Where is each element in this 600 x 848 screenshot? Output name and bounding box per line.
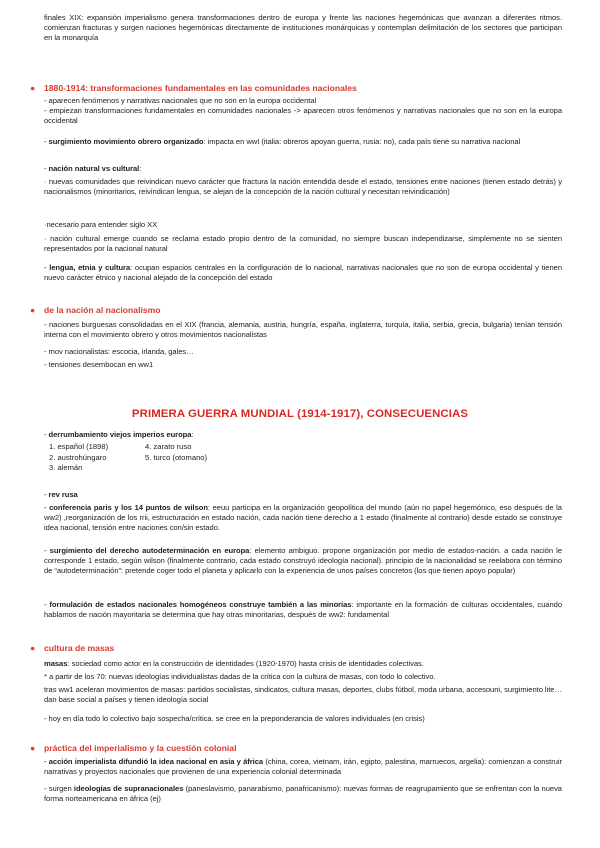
section-heading-cultura-masas (30, 643, 560, 654)
section-heading-imperialismo (30, 743, 560, 754)
sec3-line-2: * a partir de los 70: nuevas ideologías individualistas dadas de la crítica con la cultura de masas, con todo lo colectivo. (44, 672, 436, 681)
sec4-line-1: - acción imperialista difundió la idea nacional en asia y áfrica (china, corea, vietnam, irán, egipto, palestina, marruecos, argelia): comienzan a construir narrativas y proyectos nacionales que provienen de una experiencia colonial determinada (44, 757, 563, 777)
line-text: : ocupan espacios centrales en la configuración de lo nacional, narrativas nacionales que no son de europa occidental y tienen nuevo carácter étnico y nacional alejado de la concepción del estado (44, 263, 562, 283)
section-title: cultura de masas (44, 643, 115, 653)
empire-item: 4. zarato ruso (145, 442, 192, 451)
empire-item: 5. turco (otomano) (145, 452, 208, 462)
bold-term: ideologías de supranacionales (73, 784, 184, 793)
bold-term: derrumbamiento viejos imperios europa (48, 430, 192, 439)
section-heading-1880-1914 (30, 83, 560, 94)
list-item (49, 453, 207, 464)
bullet-icon: ● (30, 83, 36, 93)
bullet-icon: ● (30, 643, 36, 653)
line-text: - surgen (44, 784, 74, 793)
sec4-line-2 (44, 784, 562, 804)
wwi-line-1: - derrumbamiento viejos imperios europa: (44, 430, 194, 439)
bold-term: acción imperialista difundió la idea nacional en asia y áfrica (48, 757, 264, 766)
wwi-line-2: - rev rusa (44, 490, 78, 499)
line-text: : (191, 430, 194, 439)
line-text: : (139, 164, 142, 173)
bullet-icon: ● (30, 743, 36, 753)
sec1-line-3: - surgimiento movimiento obrero organizado: impacta en wwI (italia: obreros apoyan guerra, rusia: no), cada país tiene su narrativa nacional (44, 137, 521, 146)
empires-list (49, 442, 207, 474)
line-text: (paneslavismo, panarabismo, panafricanismo): nuevas formas de reagrupamiento que se enfrentan con la nueva forma norteamericana en áfrica (ej) (44, 784, 562, 804)
sec2-line-2: - mov nacionalistas: escocia, irlanda, gales… (44, 347, 194, 356)
bold-term: nación natural vs cultural (48, 164, 140, 173)
section-title: 1880-1914: transformaciones fundamentales en las comunidades nacionales (44, 83, 357, 93)
sec1-line-1: - aparecen fenómenos y narrativas nacionales que no son en la europa occidental (44, 96, 317, 105)
sec1-line-2: - empiezan transformaciones fundamentales en comunidades nacionales -> aparecen otros fenómenos y narrativas nacionales que no son en la europa occidental (44, 106, 562, 126)
bullet-icon: ● (30, 305, 36, 315)
wwi-line-4: - surgimiento del derecho autodeterminación en europa: elemento ambiguo. propone organización por medio de estados-nación. a cada nación le corresponde 1 estado, según wilson (finalmente contrario, cada estado construyó ideología nacional). principio de la nacionalidad se reelabora con término de “autodeterminación”: pretende coger todo el planeta y aplicarlo con la experiencia de unos países concretos (los que tienen apoyo popular) (44, 546, 562, 576)
sec3-line-1 (44, 659, 562, 669)
bold-term: lengua, etnia y cultura (49, 263, 131, 272)
line-text: (china, corea, vietnam, irán, egipto, palestina, marruecos, argelia): comienzan a construir narrativas y proyectos nacionales que provienen de una experiencia colonial determinada (44, 757, 563, 777)
sec1-line-4: - nación natural vs cultural: (44, 164, 142, 173)
empire-item: 3. alemán (49, 463, 83, 473)
list-item (49, 442, 207, 453)
bold-term: formulación de estados nacionales homogéneos construye también a las minorías (49, 600, 352, 609)
line-text: : sociedad como actor en la construcción de identidades (1920-1970) hasta crisis de identidades colectivas. (67, 659, 424, 668)
section-heading-nacion-nacionalismo (30, 305, 560, 316)
list-item (49, 463, 207, 474)
section-title: práctica del imperialismo y la cuestión colonial (44, 743, 237, 753)
sec2-line-3: - tensiones desembocan en ww1 (44, 360, 154, 369)
sec2-line-1: - naciones burguesas consolidadas en el XIX (francia, alemania, austria, hungría, españa, inglaterra, turquía, italia, serbia, grecia, bulgaria) tenían tensión interna con el movimiento obrero y otros movimientos nacionalistas (44, 320, 562, 340)
empire-item: 2. austrohúngaro (49, 452, 107, 462)
sec1-line-6: ·necesario para entender siglo XX (44, 220, 158, 229)
sec3-line-3: tras ww1 aceleran movimientos de masas: partidos socialistas, sindicatos, cultura masas, deportes, clubs fútbol, moda urbana, accesouni, surgimiento lite… dan base social a países y tienen ideología social (44, 685, 562, 705)
section-title: de la nación al nacionalismo (44, 305, 161, 315)
sec3-line-4: - hoy en día todo lo colectivo bajo sospecha/crítica. se cree en la preponderancia de valores individuales (en crisis) (44, 714, 425, 723)
line-text: : eeuu participa en la organización geopolítica del mundo (aún no papel hegemónico, eso después de la ww2) ,reorganización de los rrii, estructuración en estado nación, cada nación tiene derecho a 1 estado (finalmente al contrario) desde estado se construye idea nacional, tensión entre naciones con/sin estado. (44, 503, 562, 533)
wwi-line-5: - formulación de estados nacionales homogéneos construye también a las minorías: importante en la formación de culturas occidentales, cuando hablamos de nación mayoritaria se determina que hay otras minoritarias, después de ww2: fundamental (44, 600, 562, 620)
sec1-line-8: - lengua, etnia y cultura: ocupan espacios centrales en la configuración de lo nacional, narrativas nacionales que no son de europa occidental y tienen nuevo carácter étnico y nacional alejado de la concepción del estado (44, 263, 562, 283)
sec1-line-7: · nación cultural emerge cuando se reclama estado propio dentro de la comunidad, no siempre buscan independizarse, simplemente no se sienten representados por la nacional natural (44, 234, 562, 254)
line-text: : importante en la formación de culturas occidentales, cuando hablamos de nación mayoritaria se determina que hay otras minoritarias, después de ww2: fundamental (44, 600, 562, 620)
bold-term: surgimiento movimiento obrero organizado (48, 137, 204, 146)
line-text: : impacta en wwI (italia: obreros apoyan guerra, rusia: no), cada país tiene su narrativa nacional (203, 137, 521, 146)
empire-item: 1. español (1898) (49, 442, 109, 451)
page-title: PRIMERA GUERRA MUNDIAL (1914-1917), CONSECUENCIAS (131, 408, 469, 420)
bold-term: rev rusa (48, 490, 78, 499)
bold-term: conferencia paris y los 14 puntos de wilson (49, 503, 208, 512)
intro-paragraph: finales XIX: expansión imperialismo genera transformaciones dentro de europa y frente las naciones hegemónicas que avanzan a diferentes ritmos. comienzan fracturas y surgen naciones hegemónicas directamente de instituciones monárquicas y contemplan delimitación de los sectores que participan en la monarquía (44, 13, 562, 43)
line-text: : elemento ambiguo. propone organización por medio de estados-nación. a cada nación le corresponde 1 estado, según wilson (finalmente contrario, cada estado construyó ideología nacional). principio de la nacionalidad se reelabora con término de “autodeterminación”: pretende coger todo el planeta y aplicarlo con la experiencia de unos países concretos (los que tienen apoyo popular) (44, 546, 562, 576)
sec1-line-5: · nuevas comunidades que reivindican nuevo carácter que fractura la nación entendida desde el estado, tensiones entre naciones (tienen estado detrás) y nacionalismos (minoritarios, reivindican lengua, se alejan de la concepción de la nación cultural y necesitan reivindicación) (44, 177, 562, 197)
bold-term: masas (44, 659, 68, 668)
bold-term: surgimiento del derecho autodeterminación en europa (49, 546, 250, 555)
wwi-line-3: - conferencia paris y los 14 puntos de wilson: eeuu participa en la organización geopolítica del mundo (aún no papel hegemónico, eso después de la ww2) ,reorganización de los rrii, estructuración en estado nación, cada nación tiene derecho a 1 estado (finalmente al contrario) desde estado se construye idea nacional, tensión entre naciones con/sin estado. (44, 503, 562, 533)
